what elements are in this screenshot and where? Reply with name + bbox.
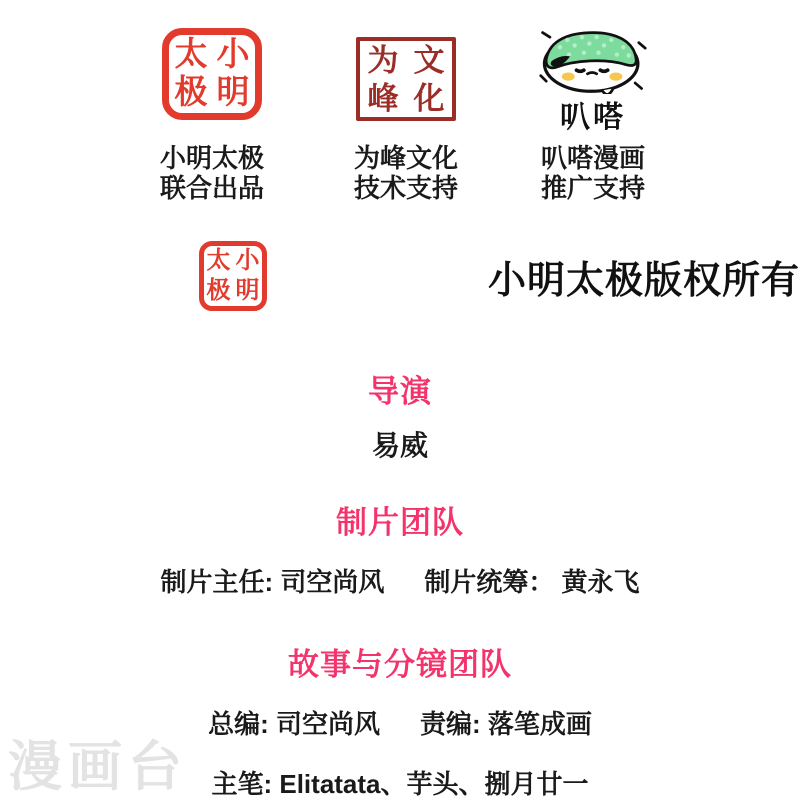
production-role-right: 制片统筹： 黄永飞 bbox=[424, 567, 640, 597]
credits-heading-story: 故事与分镜团队 bbox=[288, 647, 512, 682]
xiaoming-taiji-seal-icon bbox=[162, 28, 262, 120]
bada-wordmark: 叭嗒 bbox=[560, 101, 626, 134]
production-role-left: 制片主任: 司空尚风 bbox=[160, 567, 385, 597]
seal-char: 明 bbox=[216, 74, 250, 111]
xiaoming-taiji-seal-icon bbox=[199, 241, 267, 311]
partner-caption-line1: 小明太极 bbox=[159, 143, 264, 173]
partner-caption-line1: 叭嗒漫画 bbox=[540, 143, 645, 173]
seal-char: 明 bbox=[235, 278, 260, 304]
partner-caption bbox=[124, 143, 300, 203]
seal-char: 峰 bbox=[367, 80, 399, 116]
weifeng-wenhua-seal-icon bbox=[356, 37, 456, 121]
partner-caption bbox=[505, 143, 681, 203]
partner-caption bbox=[318, 143, 494, 203]
seal-char: 小 bbox=[216, 36, 250, 73]
seal-char: 化 bbox=[413, 80, 445, 116]
partner-caption-line2: 联合出品 bbox=[159, 173, 264, 203]
director-name: 易威 bbox=[371, 430, 428, 461]
seal-char: 小 bbox=[235, 248, 260, 274]
seal-char: 文 bbox=[413, 42, 445, 78]
bada-mascot-icon bbox=[505, 28, 681, 94]
copyright-row bbox=[0, 240, 800, 312]
story-role-right: 责编: 落笔成画 bbox=[420, 709, 592, 739]
partner-weifeng-wenhua bbox=[318, 28, 494, 203]
seal-char: 极 bbox=[206, 278, 231, 304]
seal-char: 太 bbox=[206, 248, 231, 274]
story-role-left: 总编: 司空尚风 bbox=[208, 709, 380, 739]
partner-caption-line1: 为峰文化 bbox=[353, 143, 458, 173]
partner-bada-manhua bbox=[505, 28, 681, 203]
credits-heading-production: 制片团队 bbox=[336, 505, 464, 540]
manhuatai-watermark: 漫画台 bbox=[8, 737, 188, 797]
partner-caption-line2: 技术支持 bbox=[353, 173, 458, 203]
seal-char: 太 bbox=[174, 36, 208, 73]
production-roles-line bbox=[0, 562, 800, 599]
partner-xiaoming-taiji bbox=[124, 28, 300, 203]
credits-heading-director: 导演 bbox=[368, 374, 432, 409]
artists-line: 主笔: Elitatata、芋头、捌月廿一 bbox=[211, 769, 589, 799]
seal-char: 极 bbox=[174, 74, 208, 111]
partner-caption-line2: 推广支持 bbox=[540, 173, 645, 203]
seal-char: 为 bbox=[367, 42, 399, 78]
copyright-text: 小明太极版权所有 bbox=[487, 259, 800, 302]
